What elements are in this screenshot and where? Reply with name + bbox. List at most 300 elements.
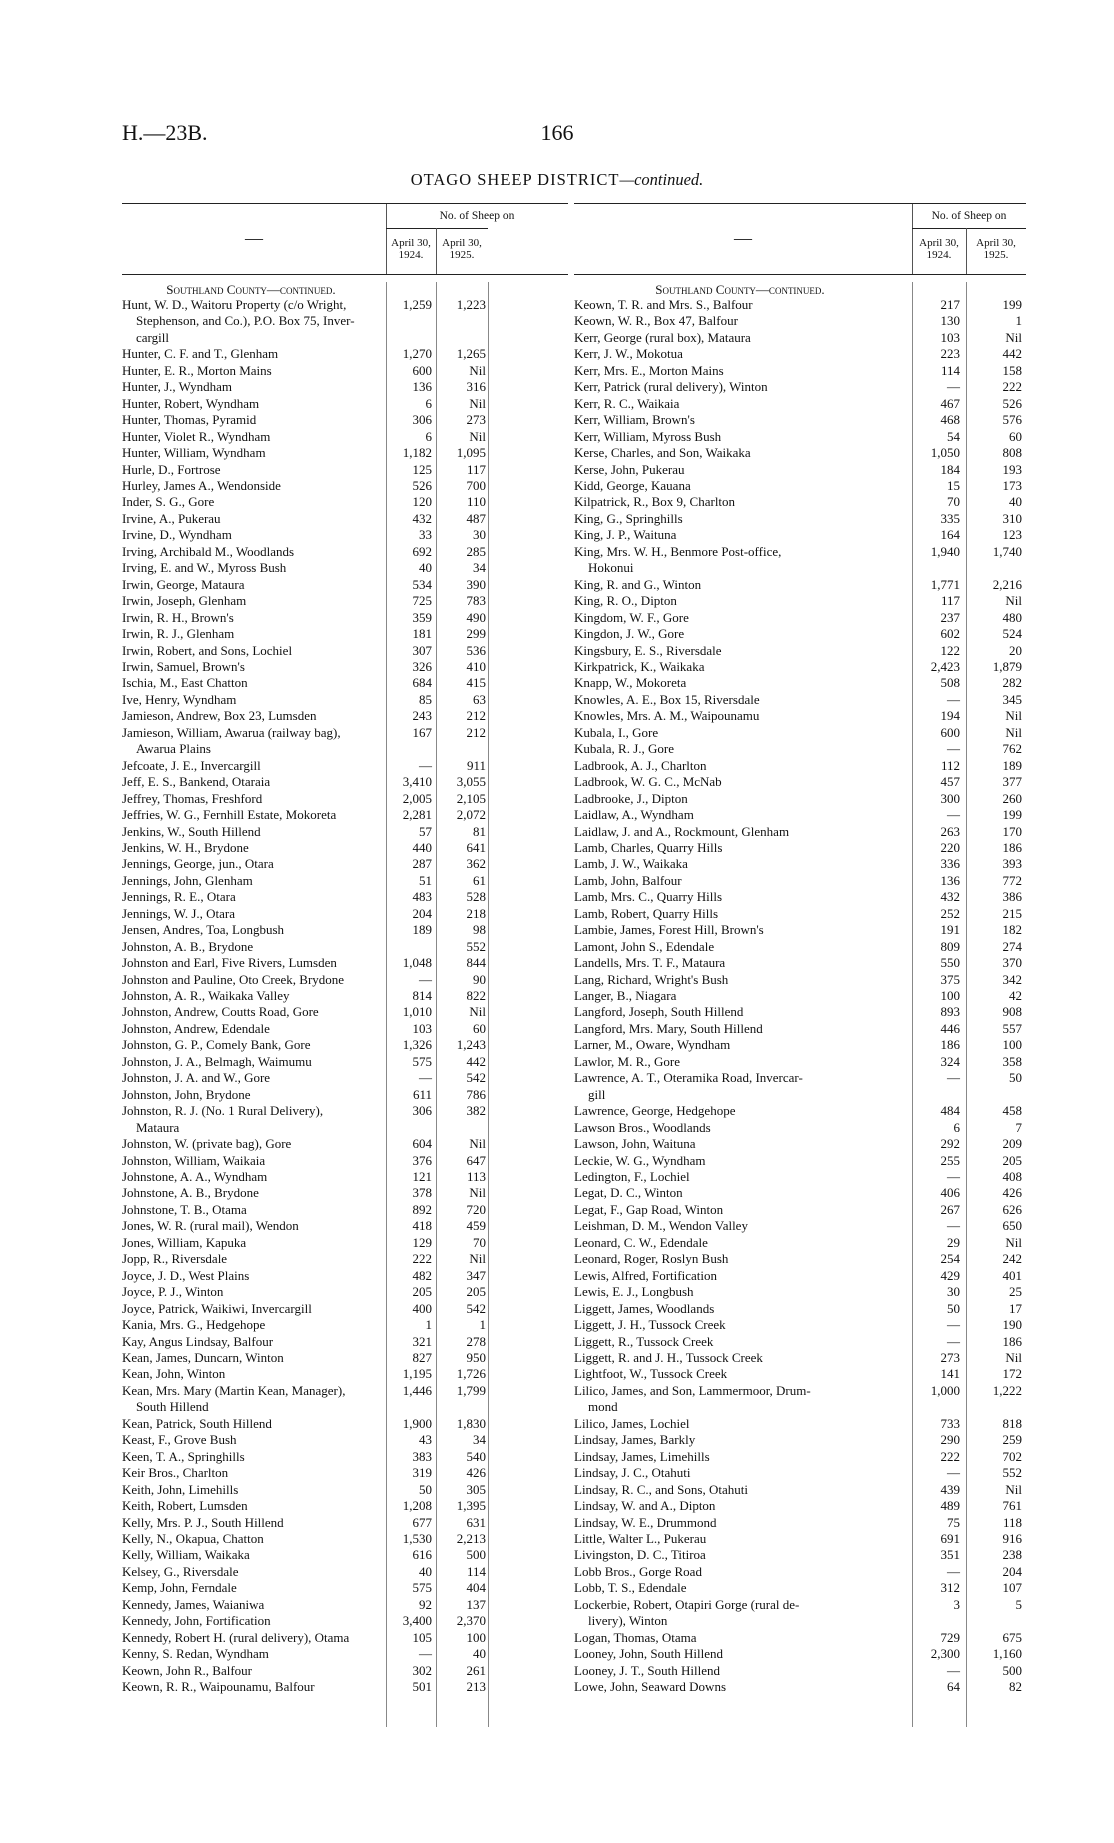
holder-name: Jamieson, Andrew, Box 23, Lumsden <box>122 708 317 724</box>
table-row <box>122 922 568 938</box>
sheep-1924: — <box>947 1662 960 1678</box>
table-row <box>122 577 568 593</box>
sheep-1925: Nil <box>1005 1234 1022 1250</box>
holder-name: Irving, Archibald M., Woodlands <box>122 543 295 559</box>
sheep-1925: 189 <box>1002 757 1022 773</box>
sheep-1925: 542 <box>466 1300 486 1316</box>
holder-name: Keen, T. A., Springhills <box>122 1448 245 1464</box>
sheep-1924: 684 <box>412 675 432 691</box>
table-row <box>574 774 1026 790</box>
col-1925-header: April 30, 1925. <box>976 237 1016 261</box>
right-table <box>574 203 1026 1696</box>
holder-name-continued: gill <box>588 1086 606 1102</box>
holder-name: Lindsay, R. C., and Sons, Otahuti <box>574 1481 748 1497</box>
holder-name: Kingsbury, E. S., Riversdale <box>574 642 722 658</box>
table-row <box>574 478 1026 494</box>
sheep-1925: Nil <box>469 1004 486 1020</box>
holder-name: Kerse, Charles, and Son, Waikaka <box>574 445 751 461</box>
sheep-1924: 467 <box>940 395 960 411</box>
sheep-1925: 242 <box>1002 1251 1022 1267</box>
table-row <box>574 758 1026 774</box>
holder-name: Hunt, W. D., Waitoru Property (c/o Wright, <box>122 297 347 312</box>
sheep-1924: 1,940 <box>930 543 960 559</box>
table-row <box>574 1037 1026 1053</box>
table-row <box>574 1597 1026 1630</box>
holder-name: Ledington, F., Lochiel <box>574 1169 690 1185</box>
sheep-1924: 184 <box>940 461 960 477</box>
holder-name: Kilpatrick, R., Box 9, Charlton <box>574 494 736 510</box>
sheep-1924: 141 <box>940 1366 960 1382</box>
sheep-1925: 675 <box>1002 1629 1022 1645</box>
holder-name: Kelly, Mrs. P. J., South Hillend <box>122 1514 284 1530</box>
sheep-1924: 181 <box>412 626 432 642</box>
table-row <box>574 1498 1026 1514</box>
sheep-1924: — <box>419 971 432 987</box>
sheep-1925: 1,265 <box>456 346 486 362</box>
holder-name: Irwin, R. J., Glenham <box>122 626 235 642</box>
sheep-1925: 844 <box>466 955 486 971</box>
table-row <box>574 1580 1026 1596</box>
holder-name: Lindsay, J. C., Otahuti <box>574 1465 691 1481</box>
sheep-1925: Nil <box>469 428 486 444</box>
holder-name: King, J. P., Waituna <box>574 527 677 543</box>
sheep-1924: 440 <box>412 839 432 855</box>
sheep-1924: 43 <box>419 1432 432 1448</box>
holder-name: Logan, Thomas, Otama <box>574 1629 697 1645</box>
holder-name: Knowles, A. E., Box 15, Riversdale <box>574 691 760 707</box>
holder-name: Leishman, D. M., Wendon Valley <box>574 1218 748 1234</box>
holder-name: Knowles, Mrs. A. M., Waipounamu <box>574 708 760 724</box>
holder-name: Lawson Bros., Woodlands <box>574 1119 711 1135</box>
table-row <box>574 346 1026 362</box>
holder-name: Langford, Mrs. Mary, South Hillend <box>574 1020 763 1036</box>
sheep-1924: 222 <box>940 1448 960 1464</box>
table-row <box>122 1202 568 1218</box>
sheep-1924: 205 <box>412 1284 432 1300</box>
holder-name: Johnston, John, Brydone <box>122 1086 251 1102</box>
table-row <box>122 1087 568 1103</box>
holder-name: Kubala, I., Gore <box>574 724 659 740</box>
table-row <box>574 610 1026 626</box>
table-row <box>574 1531 1026 1547</box>
sheep-1925: 40 <box>1009 494 1022 510</box>
sheep-1925: 808 <box>1002 445 1022 461</box>
sheep-1925: 238 <box>1002 1547 1022 1563</box>
sheep-1925: 1,879 <box>992 658 1022 674</box>
sheep-1924: 484 <box>940 1103 960 1119</box>
table-row <box>574 889 1026 905</box>
table-row <box>574 412 1026 428</box>
sheep-1925: 274 <box>1002 938 1022 954</box>
table-row <box>574 1482 1026 1498</box>
table-row <box>122 346 568 362</box>
sheep-1925: 1,223 <box>456 297 486 312</box>
table-row <box>574 445 1026 461</box>
table-row <box>122 1432 568 1448</box>
holder-name: Hunter, Violet R., Wyndham <box>122 428 271 444</box>
sheep-1925: 631 <box>466 1514 486 1530</box>
table-row <box>574 692 1026 708</box>
holder-name: Lindsay, W. and A., Dipton <box>574 1498 716 1514</box>
sheep-1925: 186 <box>1002 1333 1022 1349</box>
table-row <box>122 1070 568 1086</box>
sheep-1924: 40 <box>419 1563 432 1579</box>
holder-name-continued: Awarua Plains <box>136 741 211 757</box>
sheep-1925: 2,213 <box>456 1530 486 1546</box>
holder-name: Lamb, John, Balfour <box>574 872 682 888</box>
sheep-1924: 600 <box>940 724 960 740</box>
holder-name: Irvine, D., Wyndham <box>122 527 232 543</box>
sheep-1925: 118 <box>1002 1514 1022 1530</box>
holder-name: Johnston, Andrew, Coutts Road, Gore <box>122 1004 319 1020</box>
sheep-1924: 489 <box>940 1498 960 1514</box>
holder-name: Keown, R. R., Waipounamu, Balfour <box>122 1679 315 1695</box>
sheep-1924: 223 <box>940 346 960 362</box>
sheep-1925: 212 <box>466 724 486 740</box>
sheep-1925: 524 <box>1002 626 1022 642</box>
holder-name: Leonard, C. W., Edendale <box>574 1234 708 1250</box>
table-row <box>574 1366 1026 1382</box>
sheep-1925: 401 <box>1002 1267 1022 1283</box>
holder-name: Jeffries, W. G., Fernhill Estate, Mokoreta <box>122 807 337 823</box>
sheep-1924: 290 <box>940 1432 960 1448</box>
sheep-1925: 61 <box>473 872 486 888</box>
sheep-1924: 237 <box>940 609 960 625</box>
holder-name: Keown, John R., Balfour <box>122 1662 252 1678</box>
sheep-1924: — <box>947 807 960 823</box>
page-reference: H.—23B. <box>122 120 208 145</box>
sheep-1925: 459 <box>466 1218 486 1234</box>
sheep-1924: 121 <box>412 1169 432 1185</box>
table-row <box>122 560 568 576</box>
sheep-1925: 480 <box>1002 609 1022 625</box>
holder-name: Johnston, R. J. (No. 1 Rural Delivery), <box>122 1103 324 1119</box>
sheep-1925: 386 <box>1002 889 1022 905</box>
sheep-1925: 536 <box>466 642 486 658</box>
holder-name: Lewis, E. J., Longbush <box>574 1284 694 1300</box>
sheep-1925: 222 <box>1002 379 1022 395</box>
holder-name: Kay, Angus Lindsay, Balfour <box>122 1333 274 1349</box>
sheep-1924: 468 <box>940 412 960 428</box>
table-row <box>122 840 568 856</box>
sheep-1924: — <box>419 757 432 773</box>
sheep-1925: 487 <box>466 510 486 526</box>
sheep-1924: 2,423 <box>930 658 960 674</box>
table-row <box>574 972 1026 988</box>
sheep-1925: 426 <box>1002 1185 1022 1201</box>
holder-name: Kerr, William, Brown's <box>574 412 695 428</box>
table-row <box>574 1416 1026 1432</box>
sheep-1925: 404 <box>466 1580 486 1596</box>
sheep-1924: 204 <box>412 905 432 921</box>
sheep-1924: 2,005 <box>402 790 432 806</box>
sheep-1925: 110 <box>466 494 486 510</box>
sheep-1924: 1 <box>425 1317 432 1333</box>
holder-name: Jopp, R., Riversdale <box>122 1251 228 1267</box>
sheep-1925: 199 <box>1002 297 1022 312</box>
table-row <box>574 1153 1026 1169</box>
sheep-1925: 261 <box>466 1662 486 1678</box>
sheep-1924: 827 <box>412 1350 432 1365</box>
table-row <box>574 988 1026 1004</box>
holder-name: Jennings, W. J., Otara <box>122 905 236 921</box>
table-row <box>574 1070 1026 1103</box>
sheep-1925: 100 <box>1002 1037 1022 1053</box>
holder-name: King, G., Springhills <box>574 510 683 526</box>
table-row <box>574 939 1026 955</box>
sheep-1924: 501 <box>412 1679 432 1695</box>
sheep-1924: 306 <box>412 1103 432 1119</box>
sheep-1924: 254 <box>940 1251 960 1267</box>
table-row <box>122 1317 568 1333</box>
sheep-1925: 647 <box>466 1152 486 1168</box>
sheep-1925: 916 <box>1002 1530 1022 1546</box>
sheep-1925: 1,160 <box>992 1646 1022 1662</box>
left-table <box>122 203 568 1696</box>
holder-name: Kean, John, Winton <box>122 1366 226 1382</box>
sheep-1924: 893 <box>940 1004 960 1020</box>
table-row <box>122 675 568 691</box>
sheep-1925: 30 <box>473 527 486 543</box>
sheep-1925: 393 <box>1002 856 1022 872</box>
table-row <box>574 494 1026 510</box>
table-row <box>574 1646 1026 1662</box>
holder-name: Legat, D. C., Winton <box>574 1185 683 1201</box>
sheep-1925: 500 <box>466 1547 486 1563</box>
sheep-1924: 319 <box>412 1465 432 1481</box>
table-row <box>122 1482 568 1498</box>
sheep-1925: 408 <box>1002 1169 1022 1185</box>
holder-name: Kerr, J. W., Mokotua <box>574 346 683 362</box>
holder-name-continued: Hokonui <box>588 560 634 576</box>
sheep-1925: 316 <box>466 379 486 395</box>
holder-name: Johnston, William, Waikaia <box>122 1152 266 1168</box>
table-row <box>122 544 568 560</box>
sheep-1924: 611 <box>412 1086 432 1102</box>
table-row <box>574 1449 1026 1465</box>
table-row <box>574 1251 1026 1267</box>
holder-name: Hunter, Robert, Wyndham <box>122 395 260 411</box>
holder-name: Lambie, James, Forest Hill, Brown's <box>574 922 764 938</box>
sheep-1925: 25 <box>1009 1284 1022 1300</box>
table-row <box>122 1251 568 1267</box>
sheep-1925: 34 <box>473 1432 486 1448</box>
table-row <box>122 1416 568 1432</box>
table-row <box>574 363 1026 379</box>
table-row <box>574 1679 1026 1695</box>
page-number: 166 <box>540 120 574 145</box>
sheep-count-group-header: No. of Sheep on <box>439 210 515 222</box>
sheep-1925: 218 <box>466 905 486 921</box>
sheep-1924: 508 <box>940 675 960 691</box>
holder-name: Looney, John, South Hillend <box>574 1646 724 1662</box>
sheep-1925: 2,370 <box>456 1613 486 1629</box>
holder-name: Irwin, Robert, and Sons, Lochiel <box>122 642 293 658</box>
sheep-1925: 626 <box>1002 1201 1022 1217</box>
table-row <box>574 675 1026 691</box>
table-row <box>574 1564 1026 1580</box>
table-row <box>122 807 568 823</box>
sheep-1925: 342 <box>1002 971 1022 987</box>
holder-name: Lightfoot, W., Tussock Creek <box>574 1366 728 1382</box>
table-row <box>122 1334 568 1350</box>
holder-name: Lobb, T. S., Edendale <box>574 1580 687 1596</box>
table-row <box>122 972 568 988</box>
holder-name: Johnston, A. B., Brydone <box>122 938 254 954</box>
sheep-1924: 1,530 <box>402 1530 432 1546</box>
holder-name: Jones, William, Kapuka <box>122 1234 247 1250</box>
sheep-1924: 75 <box>947 1514 960 1530</box>
holder-name: Inder, S. G., Gore <box>122 494 215 510</box>
sheep-1924: 312 <box>940 1580 960 1596</box>
sheep-1925: 772 <box>1002 872 1022 888</box>
sheep-1924: 2,281 <box>402 807 432 823</box>
sheep-1925: 1,095 <box>456 445 486 461</box>
holder-name: Hunter, Thomas, Pyramid <box>122 412 257 428</box>
sheep-1925: 123 <box>1002 527 1022 543</box>
sheep-1925: 190 <box>1002 1317 1022 1333</box>
holder-name: Keir Bros., Charlton <box>122 1465 229 1481</box>
sheep-1925: 702 <box>1002 1448 1022 1464</box>
table-row <box>122 1054 568 1070</box>
sheep-1925: 1,830 <box>456 1415 486 1431</box>
name-column-header: — <box>734 228 752 248</box>
sheep-1925: 1,799 <box>456 1382 486 1398</box>
sheep-1925: 50 <box>1009 1070 1022 1086</box>
table-row <box>122 1383 568 1416</box>
table-row <box>122 889 568 905</box>
holder-name: Lamb, Charles, Quarry Hills <box>574 839 723 855</box>
sheep-1925: 204 <box>1002 1563 1022 1579</box>
sheep-1924: 1,270 <box>402 346 432 362</box>
sheep-1925: 170 <box>1002 823 1022 839</box>
sheep-1924: 300 <box>940 790 960 806</box>
sheep-1925: 186 <box>1002 839 1022 855</box>
holder-name: Lang, Richard, Wright's Bush <box>574 971 729 987</box>
table-row <box>574 396 1026 412</box>
col-1924-header: April 30, 1924. <box>919 237 959 261</box>
holder-name: Lilico, James, Lochiel <box>574 1415 690 1431</box>
sheep-1925: 542 <box>466 1070 486 1086</box>
sheep-1925: Nil <box>1005 708 1022 724</box>
table-row <box>574 462 1026 478</box>
sheep-1924: 273 <box>940 1350 960 1365</box>
sheep-1925: 345 <box>1002 691 1022 707</box>
sheep-1924: 575 <box>412 1053 432 1069</box>
holder-name-continued: livery), Winton <box>588 1613 668 1629</box>
sheep-1925: Nil <box>469 1185 486 1201</box>
district-suffix: —continued. <box>619 170 704 189</box>
holder-name: Kelly, William, Waikaka <box>122 1547 250 1563</box>
sheep-1925: 526 <box>1002 395 1022 411</box>
holder-name: Lilico, James, and Son, Lammermoor, Drum- <box>574 1382 811 1398</box>
sheep-1924: — <box>947 1317 960 1333</box>
table-row <box>574 824 1026 840</box>
holder-name: Irvine, A., Pukerau <box>122 510 221 526</box>
sheep-1924: 482 <box>412 1267 432 1283</box>
sheep-1925: 458 <box>1002 1103 1022 1119</box>
sheep-1925: 1 <box>1015 313 1022 329</box>
table-row <box>122 297 568 346</box>
table-row <box>574 577 1026 593</box>
table-row <box>574 708 1026 724</box>
sheep-1924: 243 <box>412 708 432 724</box>
table-row <box>122 1547 568 1563</box>
sheep-1924: 33 <box>419 527 432 543</box>
holder-name: Irving, E. and W., Myross Bush <box>122 560 287 576</box>
sheep-1924: 432 <box>940 889 960 905</box>
sheep-1924: 186 <box>940 1037 960 1053</box>
sheep-1924: 446 <box>940 1020 960 1036</box>
sheep-1924: — <box>947 741 960 757</box>
sheep-1925: 1,395 <box>456 1498 486 1514</box>
table-row <box>574 1268 1026 1284</box>
sheep-1924: 729 <box>940 1629 960 1645</box>
holder-name: Lamb, Robert, Quarry Hills <box>574 905 719 921</box>
sheep-1924: 1,900 <box>402 1415 432 1431</box>
holder-name: Lockerbie, Robert, Otapiri Gorge (rural de- <box>574 1596 800 1612</box>
sheep-1924: 15 <box>947 477 960 493</box>
table-row <box>122 1449 568 1465</box>
table-row <box>122 1284 568 1300</box>
table-row <box>122 527 568 543</box>
holder-name: King, R. and G., Winton <box>574 576 702 592</box>
sheep-1924: 457 <box>940 774 960 790</box>
sheep-1925: 137 <box>466 1596 486 1612</box>
sheep-1925: 173 <box>1002 477 1022 493</box>
sheep-1925: Nil <box>469 1251 486 1267</box>
table-row <box>574 840 1026 856</box>
sheep-1924: 136 <box>940 872 960 888</box>
holder-name: Johnston, J. A., Belmagh, Waimumu <box>122 1053 312 1069</box>
sheep-1925: 310 <box>1002 510 1022 526</box>
holder-name: Legat, F., Gap Road, Winton <box>574 1201 724 1217</box>
sheep-1925: 370 <box>1002 955 1022 971</box>
sheep-1924: 164 <box>940 527 960 543</box>
sheep-1924: 194 <box>940 708 960 724</box>
table-row <box>122 610 568 626</box>
sheep-1924: 616 <box>412 1547 432 1563</box>
sheep-1925: 273 <box>466 412 486 428</box>
sheep-1924: 418 <box>412 1218 432 1234</box>
sheep-1925: 358 <box>1002 1053 1022 1069</box>
sheep-1924: 50 <box>947 1300 960 1316</box>
table-row <box>122 1613 568 1629</box>
sheep-1924: 103 <box>940 329 960 345</box>
table-row <box>122 1268 568 1284</box>
sheep-1925: 720 <box>466 1201 486 1217</box>
holder-name: Keast, F., Grove Bush <box>122 1432 237 1448</box>
sheep-1924: — <box>947 691 960 707</box>
district-name: OTAGO SHEEP DISTRICT <box>410 170 620 189</box>
sheep-1924: 6 <box>425 428 432 444</box>
table-row <box>574 922 1026 938</box>
sheep-1925: 1,726 <box>456 1366 486 1382</box>
column-rule <box>912 282 913 1727</box>
sheep-1924: 220 <box>940 839 960 855</box>
sheep-1925: Nil <box>1005 593 1022 609</box>
sheep-1925: 117 <box>466 461 486 477</box>
sheep-1925: 426 <box>466 1465 486 1481</box>
table-row <box>122 906 568 922</box>
table-row <box>122 1169 568 1185</box>
table-row <box>574 527 1026 543</box>
holder-name: King, Mrs. W. H., Benmore Post-office, <box>574 543 782 559</box>
sheep-1924: — <box>947 1465 960 1481</box>
sheep-1925: Nil <box>1005 1481 1022 1497</box>
sheep-1924: 287 <box>412 856 432 872</box>
table-row <box>574 643 1026 659</box>
